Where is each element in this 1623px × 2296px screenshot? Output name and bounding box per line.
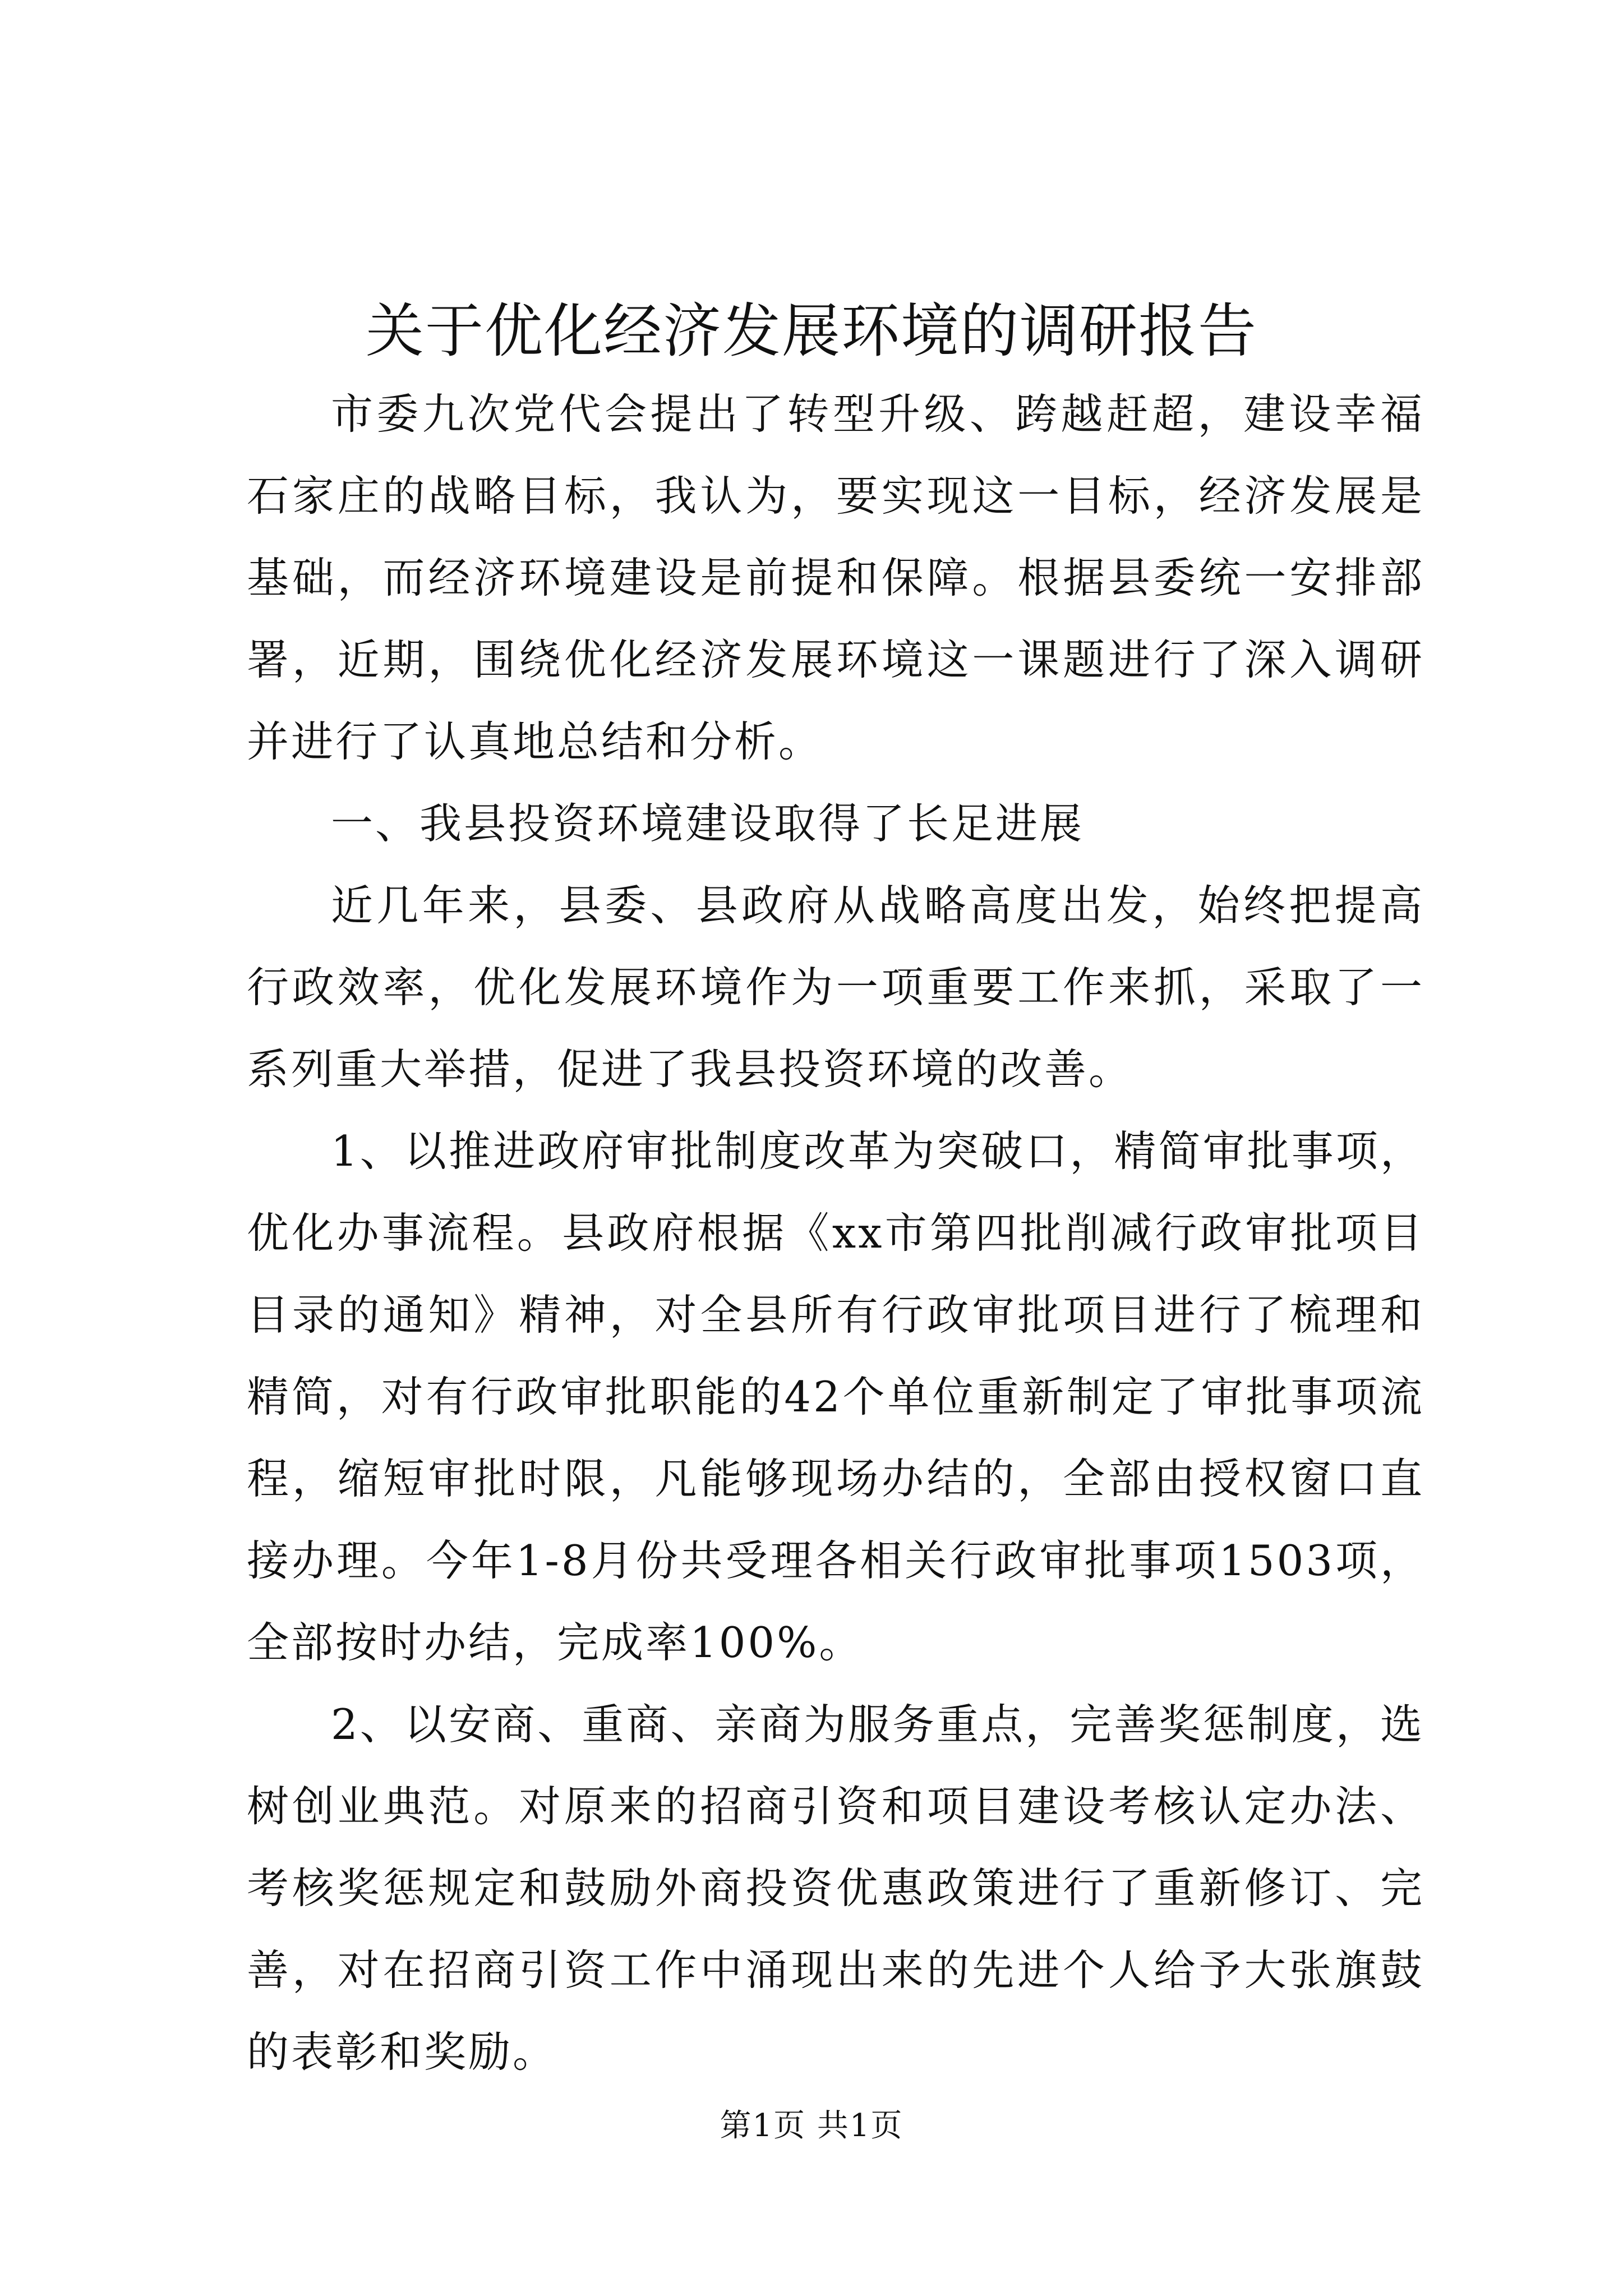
page-footer: 第1页 共1页	[720, 2108, 903, 2144]
section-heading-1: 一、我县投资环境建设取得了长足进展	[331, 799, 1085, 848]
paragraph-item-2: 2、以安商、重商、亲商为服务重点，完善奖惩制度，选树创业典范。对原来的招商引资和项目建设考核认定办法、考核奖惩规定和鼓励外商投资优惠政策进行了重新修订、完善，对在招商引资工作中涌现出来的先进个人给予大张旗鼓的表彰和奖励。	[247, 1700, 1424, 2077]
paragraph-intro: 市委九次党代会提出了转型升级、跨越赶超，建设幸福石家庄的战略目标，我认为，要实现这一目标，经济发展是基础，而经济环境建设是前提和保障。根据县委统一安排部署，近期，围绕优化经济发展环境这一课题进行了深入调研并进行了认真地总结和分析。	[247, 389, 1424, 766]
document-body	[247, 373, 1424, 2093]
paragraph-item-1: 1、以推进政府审批制度改革为突破口，精简审批事项，优化办事流程。县政府根据《xx市第四批削减行政审批项目目录的通知》精神，对全县所有行政审批项目进行了梳理和精简，对有行政审批职能的42个单位重新制定了审批事项流程，缩短审批时限，凡能够现场办结的，全部由授权窗口直接办理。今年1-8月份共受理各相关行政审批事项1503项，全部按时办结，完成率100%。	[247, 1126, 1424, 1667]
document-title: 关于优化经济发展环境的调研报告	[365, 297, 1257, 365]
paragraph-section-1-intro: 近几年来，县委、县政府从战略高度出发，始终把提高行政效率，优化发展环境作为一项重要工作来抓，采取了一系列重大举措，促进了我县投资环境的改善。	[247, 881, 1424, 1094]
